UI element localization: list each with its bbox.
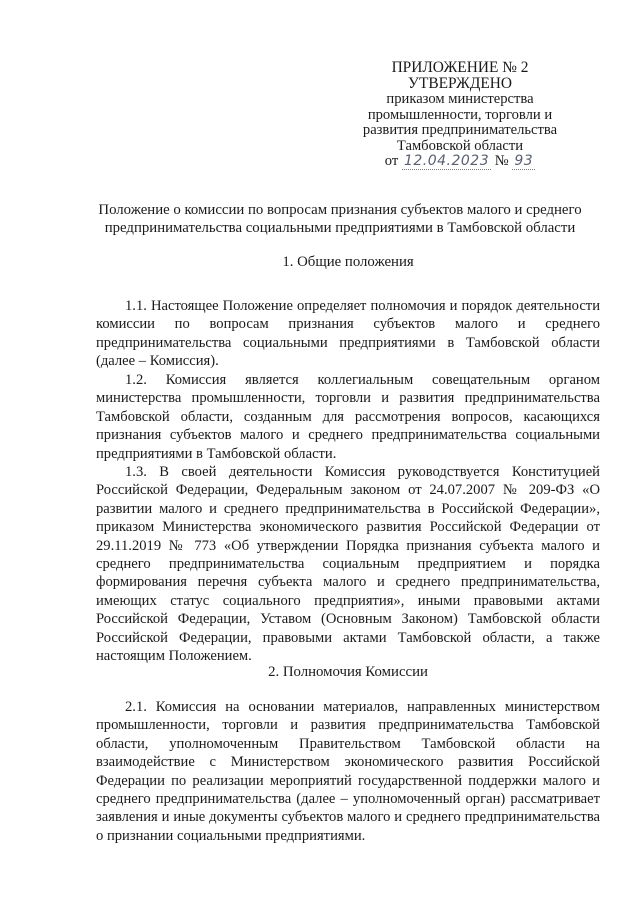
number-prefix: № [494,153,509,170]
paragraph-1-1: 1.1. Настоящее Положение определяет полномочия и порядок деятельности комиссии по вопросам признания субъектов малого и среднего предпринимательства социальными предприятиями в Тамбовской области (далее – Комиссия). [96,298,600,370]
handwritten-date: 12.04.2023 [403,153,490,170]
order-line-2: промышленности, торговли и [367,106,553,123]
section-heading-2: 2. Полномочия Комиссии [268,664,428,680]
paragraph-1-3: 1.3. В своей деятельности Комиссия руководствуется Конституцией Российской Федерации, Федеральным законом от 24.07.2007 № 209-ФЗ «О развитии малого и среднего предпринимательства в Российской Федерации», приказом Министерства экономического развития Российской Федерации от 29.11.2019 № 773 «Об утверждении Порядка признания субъекта малого и среднего предпринимательства социальным предприятием и порядка формирования перечня субъекта малого и среднего предпринимательства, имеющих статус социального предприятия», иными правовыми актами Российской Федерации, Уставом (Основным Законом) Тамбовской области Российской Федерации, правовыми актами Тамбовской области, а также настоящим Положением. [96,464,600,665]
approval-header [340,60,580,170]
document-title: Положение о комиссии по вопросам признания субъектов малого и среднего предпринимательства социальными предприятиями в Тамбовской области [98,202,582,236]
section-heading-1: 1. Общие положения [282,254,414,270]
order-line-1: приказом министерства [386,91,534,107]
order-line-3: развития предпринимательства [362,122,558,139]
order-line-4: Тамбовской области [396,137,524,154]
order-date-line [385,154,535,170]
approved-label: УТВЕРЖДЕНО [408,75,512,92]
handwritten-number: 93 [514,153,534,170]
date-prefix: от [384,153,399,170]
appendix-label: ПРИЛОЖЕНИЕ № 2 [391,59,529,76]
paragraph-1-2: 1.2. Комиссия является коллегиальным совещательным органом министерства промышленности, торговли и развития предпринимательства Тамбовской области, созданным для рассмотрения вопросов, касающихся признания субъектов малого и среднего предпринимательства социальными предприятиями в Тамбовской области. [96,372,600,462]
paragraph-2-1: 2.1. Комиссия на основании материалов, направленных министерством промышленности, торговли и развития предпринимательства Тамбовской области, уполномоченным Правительством Тамбовской области на взаимодействие с Министерством экономического развития Российской Федерации по реализации мероприятий государственной поддержки малого и среднего предпринимательства (далее – уполномоченный орган) рассматривает заявления и иные документы субъектов малого и среднего предпринимательства о признании социальными предприятиями. [96,699,600,844]
